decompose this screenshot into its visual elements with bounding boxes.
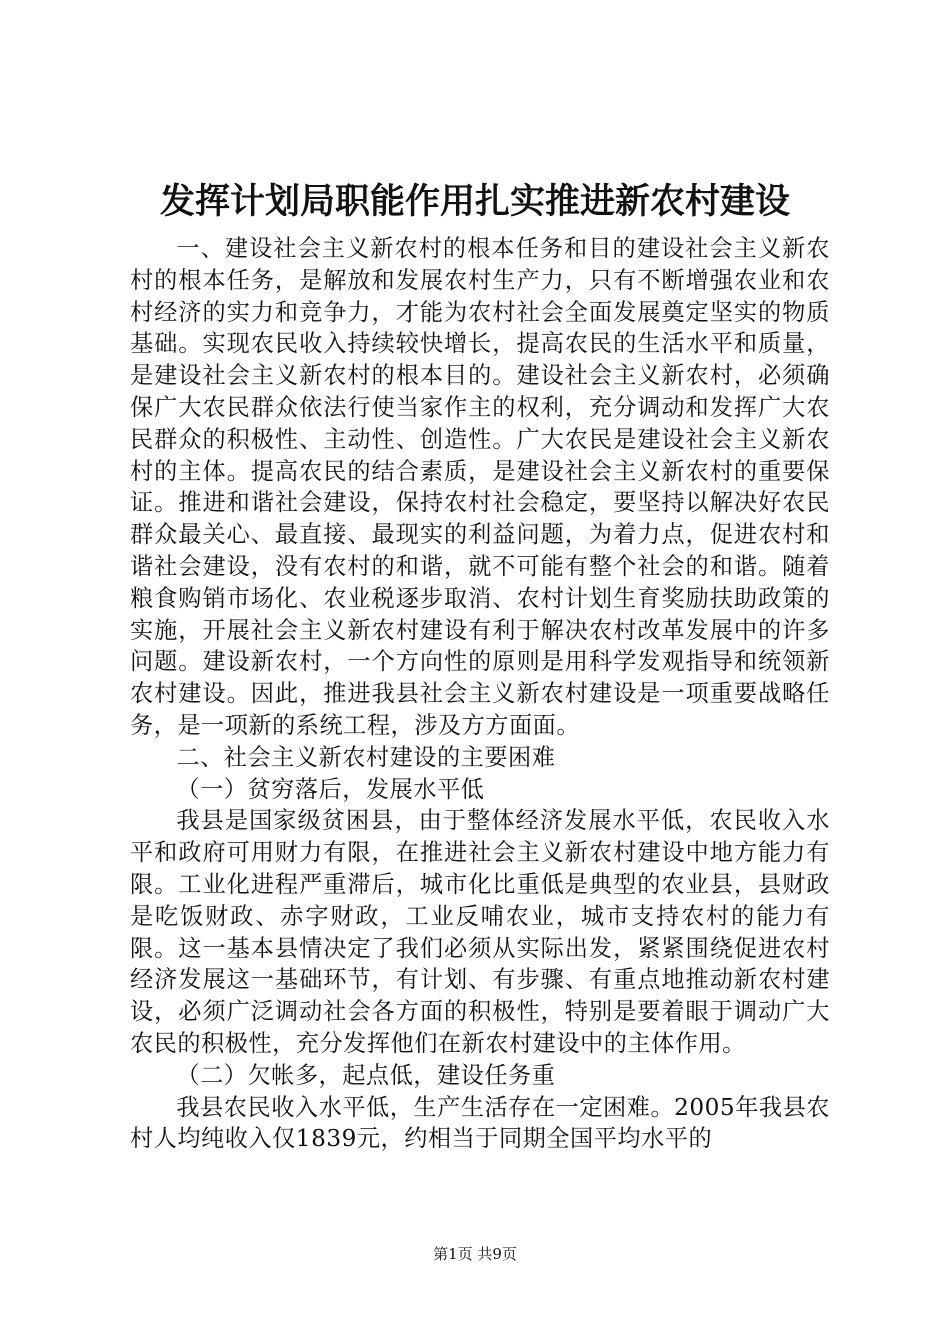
page-number-footer: 第1页 共9页 (433, 1245, 517, 1263)
paragraph-poverty: 我县是国家级贫困县，由于整体经济发展水平低，农民收入水平和政府可用财力有限，在推进社会主义新农村建设中地方能力有限。工业化进程严重滞后，城市化比重低是典型的农业县，县财政是吃饭财政、赤字财政，工业反哺农业，城市支持农村的能力有限。这一基本县情决定了我们必须从实际出发，紧紧围绕促进农村经济发展这一基础环节，有计划、有步骤、有重点地推动新农村建设，必须广泛调动社会各方面的积极性，特别是要着眼于调动广大农民的积极性，充分发挥他们在新农村建设中的主体作用。 (130, 807, 830, 1057)
subsection-heading-debt: （二）欠帐多，起点低，建设任务重 (176, 1061, 556, 1089)
paragraph-income: 我县农民收入水平低，生产生活存在一定困难。2005年我县农村人均纯收入仅1839元，约相当于同期全国平均水平的 (130, 1093, 830, 1153)
section-heading-difficulties: 二、社会主义新农村建设的主要困难 (176, 743, 556, 771)
document-body (130, 233, 830, 1155)
paragraph-intro: 一、建设社会主义新农村的根本任务和目的建设社会主义新农村的根本任务，是解放和发展农村生产力，只有不断增强农业和农村经济的实力和竞争力，才能为农村社会全面发展奠定坚实的物质基础。实现农民收入持续较快增长，提高农民的生活水平和质量，是建设社会主义新农村的根本目的。建设社会主义新农村，必须确保广大农民群众依法行使当家作主的权利，充分调动和发挥广大农民群众的积极性、主动性、创造性。广大农民是建设社会主义新农村的主体。提高农民的结合素质，是建设社会主义新农村的重要保证。推进和谐社会建设，保持农村社会稳定，要坚持以解决好农民群众最关心、最直接、最现实的利益问题，为着力点，促进农村和谐社会建设，没有农村的和谐，就不可能有整个社会的和谐。随着粮食购销市场化、农业税逐步取消、农村计划生育奖励扶助政策的实施，开展社会主义新农村建设有利于解决农村改革发展中的许多问题。建设新农村，一个方向性的原则是用科学发观指导和统领新农村建设。因此，推进我县社会主义新农村建设是一项重要战略任务，是一项新的系统工程，涉及方方面面。 (130, 235, 830, 739)
subsection-heading-poverty: （一）贫穷落后，发展水平低 (176, 775, 485, 803)
document-title: 发挥计划局职能作用扎实推进新农村建设 (159, 181, 790, 222)
